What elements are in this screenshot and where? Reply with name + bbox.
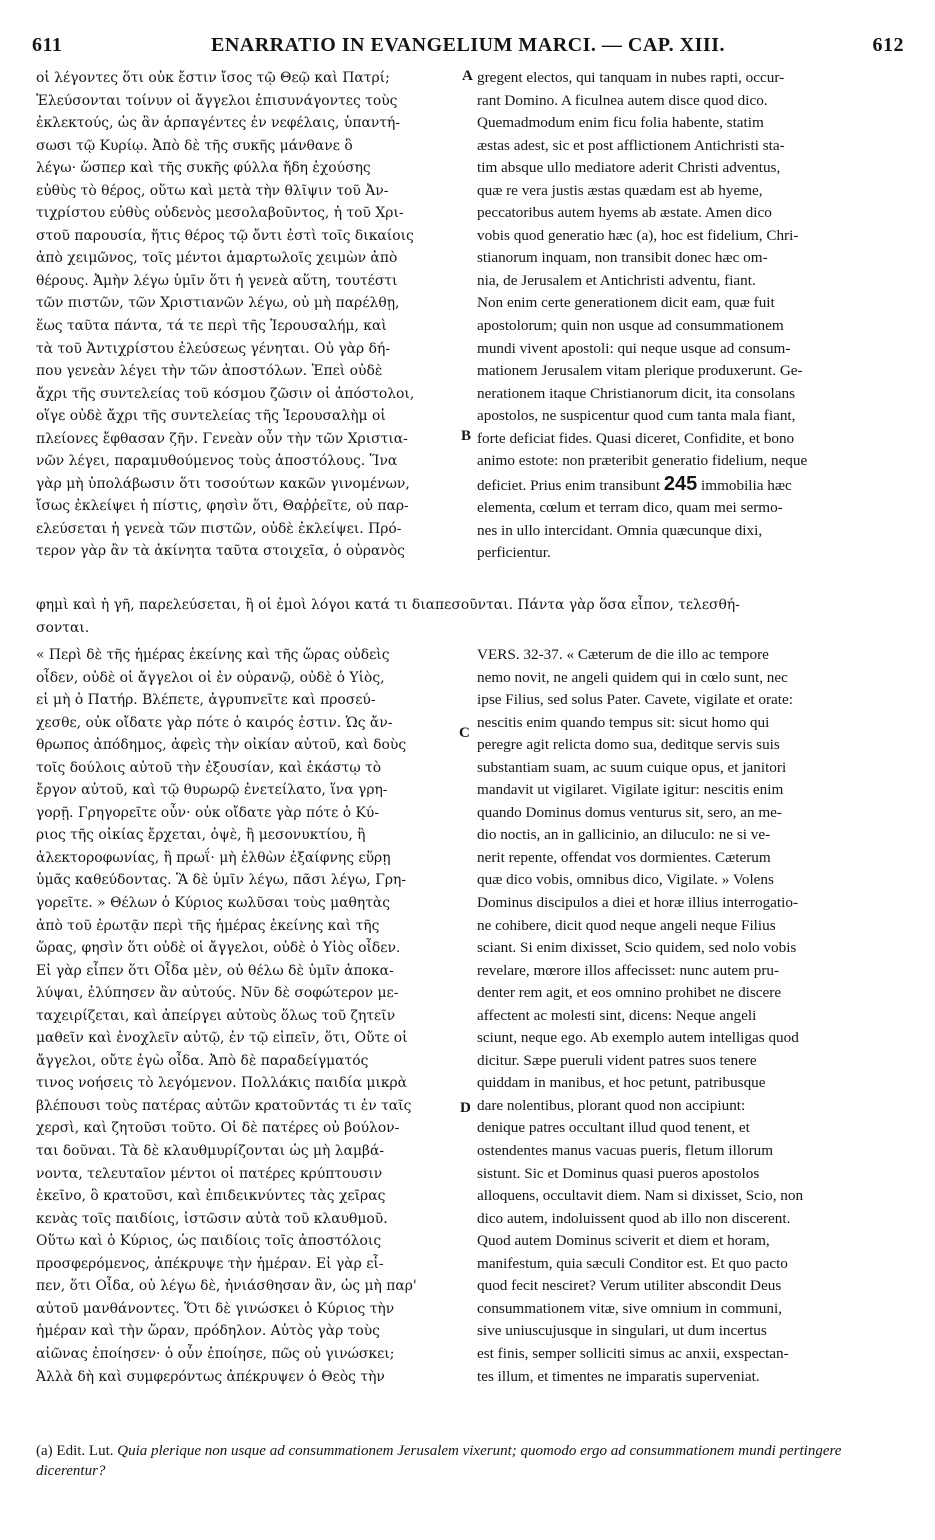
- greek-line: λέγω· ὥσπερ καὶ τῆς συκῆς φύλλα ἤδη ἐχούσης: [36, 160, 371, 177]
- greek-line: μαθεῖν καὶ ἐνοχλεῖν αὐτῷ, ἐν τῷ εἰπεῖν, ὅτι, Οὔτε οἱ: [36, 1030, 408, 1047]
- latin-line-part: deficiet. Prius enim transibunt: [477, 476, 661, 494]
- latin-line: quando Dominus domus venturus sit, sero, an me-: [477, 803, 782, 821]
- page-number-right: 612: [872, 34, 904, 56]
- footnote: [36, 1441, 899, 1481]
- greek-line: θέρους. Ἀμὴν λέγω ὑμῖν ὅτι ἡ γενεὰ αὕτη, τουτέστι: [36, 272, 398, 289]
- greek-line: γορεῖτε. » Θέλων ὁ Κύριος κωλῦσαι τοὺς μαθητὰς: [36, 895, 391, 912]
- greek-line: αἰῶνας ἐποίησεν· ὁ οὖν ἐποίησε, πῶς οὐ γινώσκει;: [36, 1345, 395, 1362]
- greek-line: ἀλεκτοροφωνίας, ἢ πρωΐ· μὴ ἐλθὼν ἐξαίφνης εὕρῃ: [36, 849, 391, 866]
- latin-line: peregre agit relicta domo sua, deditque servis suis: [477, 736, 780, 754]
- greek-line: Ἐλεύσονται τοίνυν οἱ ἄγγελοι ἐπισυνάγοντες τοὺς: [36, 92, 398, 109]
- greek-line: τινος νοήσεις τὸ λεγόμενον. Πολλάκις παιδία μικρὰ: [36, 1075, 408, 1092]
- latin-line: Quod autem Dominus sciverit et diem et horam,: [477, 1232, 770, 1250]
- greek-line: λύψαι, ἐλύπησεν ἂν αὐτούς. Νῦν δὲ σοφώτερον με-: [36, 985, 399, 1002]
- latin-line: mandavit ut vigilaret. Vigilate igitur: nescitis enim: [477, 781, 784, 799]
- greek-line: θρωπος ἀπόδημος, ἀφεὶς τὴν οἰκίαν αὐτοῦ, καὶ δοὺς: [36, 737, 407, 754]
- latin-line: sistunt. Sic et Dominus quasi pueros apostolos: [477, 1164, 760, 1182]
- greek-column-bottom: [36, 644, 468, 1388]
- latin-line: nes in ullo intercidant. Omnia quæcunque dixi,: [477, 521, 763, 539]
- greek-line: Οὕτω καὶ ὁ Κύριος, ὡς παιδίοις τοῖς ἀποστόλοις: [36, 1233, 382, 1250]
- greek-line: τῶν πιστῶν, τῶν Χριστιανῶν λέγω, οὐ μὴ παρέλθῃ,: [36, 295, 400, 312]
- latin-line: [477, 473, 898, 498]
- greek-line: ελεύσεται ἡ γενεὰ τῶν πιστῶν, οὐδὲ ἐκλείψει. Πρό-: [36, 520, 402, 537]
- latin-line: est finis, semper solliciti simus ac anxii, exspectan-: [477, 1344, 789, 1362]
- latin-line: affectent ac molesti sint, dicens: Neque angeli: [477, 1006, 757, 1024]
- greek-line: κενὰς τοῖς παιδίοις, ἱστῶσιν αὐτὰ τοῦ κλαυθμοῦ.: [36, 1210, 388, 1227]
- greek-spanning-line: [36, 594, 899, 640]
- greek-line: « Περὶ δὲ τῆς ἡμέρας ἐκείνης καὶ τῆς ὥρας οὐδεὶς: [36, 647, 390, 663]
- greek-line: οἱ λέγοντες ὅτι οὐκ ἔστιν ἴσος τῷ Θεῷ καὶ Πατρί;: [36, 70, 390, 86]
- latin-line: sciant. Si enim dixisset, Scio quidem, sed nolo vobis: [477, 939, 797, 957]
- greek-line: ἄχρι τῆς συντελείας τοῦ κόσμου ζῶσιν οἱ ἀπόστολοι,: [36, 385, 415, 402]
- greek-line: χεσθε, οὐκ οἴδατε γὰρ πότε ὁ καιρός ἐστιν. Ὡς ἄν-: [36, 714, 393, 731]
- greek-line: τερον γὰρ ἂν τὰ ἀκίνητα ταῦτα στοιχεῖα, ὁ οὐρανὸς: [36, 543, 405, 560]
- latin-line: rant Domino. A ficulnea autem disce quod dico.: [477, 91, 768, 109]
- latin-line: nescitis enim quando tempus sit: sicut homo qui: [477, 713, 770, 731]
- running-title: ENARRATIO IN EVANGELIUM MARCI. — CAP. XIII.: [211, 34, 725, 56]
- latin-line: nia, de Jerusalem et Antichristi adventu, fiant.: [477, 271, 756, 289]
- greek-line: τὰ τοῦ Ἀντιχρίστου ἐλεύσεως γένηται. Οὐ γὰρ δή-: [36, 340, 391, 357]
- latin-line: Non enim certe generationem dicit eam, quæ fuit: [477, 294, 775, 312]
- latin-line: peccatoribus autem hyems ab æstate. Amen dico: [477, 204, 772, 222]
- latin-line: ostendentes manus vacuas pueris, fletum illorum: [477, 1142, 774, 1160]
- greek-line: εἰ μὴ ὁ Πατήρ. Βλέπετε, ἀγρυπνεῖτε καὶ προσεύ-: [36, 692, 376, 709]
- greek-line: γορῇ. Γρηγορεῖτε οὖν· οὐκ οἴδατε γὰρ πότε ὁ Κύ-: [36, 804, 380, 821]
- latin-line: ipse Filius, sed solus Pater. Cavete, vigilate et orate:: [477, 691, 793, 709]
- greek-line: στοῦ παρουσία, ἥτις θέρος τῷ ὄντι ἐστὶ τοῖς δικαίοις: [36, 227, 414, 244]
- greek-line: τιχρίστου εὐθὺς οὐδενὸς μεσολαβοῦντος, ἡ τοῦ Χρι-: [36, 205, 404, 222]
- latin-line: sciunt, neque ego. Ab exemplo autem intelligas quod: [477, 1029, 799, 1047]
- section-marker-b: B: [461, 428, 472, 444]
- latin-line: elementa, cœlum et terram dico, quam mei sermo-: [477, 499, 783, 517]
- footnote-mark: (a): [36, 1443, 53, 1459]
- latin-line: quiddam in manibus, et hoc petunt, patribusque: [477, 1074, 766, 1092]
- latin-line: manifestum, quia sæculi Conditor est. Et quo pacto: [477, 1254, 788, 1272]
- latin-line: sive uniuscujusque in singulari, ut dum incertus: [477, 1322, 767, 1340]
- greek-line: ἕως ταῦτα πάντα, τά τε περὶ τῆς Ἱερουσαλήμ, καὶ: [36, 318, 387, 335]
- greek-line: ὑμᾶς καθεύδοντας. Ἃ δὲ ὑμῖν λέγω, πᾶσι λέγω, Γρη-: [36, 872, 407, 889]
- latin-line: dicitur. Sæpe pueruli vident patres suos tenere: [477, 1051, 757, 1069]
- greek-line: εὐθὺς τὸ θέρος, οὕτω καὶ μετὰ τὴν θλῖψιν τοῦ Ἀν-: [36, 182, 389, 199]
- greek-line: ὥρας, φησὶν ὅτι οὐδὲ οἱ ἄγγελοι, οὐδὲ ὁ Υἱὸς οἶδεν.: [36, 940, 401, 957]
- latin-line: tim absque ullo mediatore aderit Christi adventus,: [477, 159, 781, 177]
- greek-line: φημὶ καὶ ἡ γῆ, παρελεύσεται, ἢ οἱ ἐμοὶ λόγοι κατά τι διαπεσοῦνται. Πάντα γὰρ ὅσα εἶπον, τελεσθή-: [36, 597, 740, 613]
- latin-line: animo estote: non præteribit generatio fidelium, neque: [477, 452, 808, 470]
- greek-line: που γενεὰν λέγει τὴν τῶν ἀποστόλων. Ἐπεὶ οὐδὲ: [36, 363, 383, 380]
- greek-line: ἴσως ἐκλείψει ἡ πίστις, φησὶν ὅτι, Θαῤῥεῖτε, οὐ παρ-: [36, 498, 409, 515]
- greek-line: σωσι τῷ Κυρίῳ. Ἀπὸ δὲ τῆς συκῆς μάνθανε ὃ: [36, 137, 353, 154]
- latin-line: tes illum, et timentes ne imparatis superveniat.: [477, 1367, 760, 1385]
- section-marker-c: C: [459, 725, 470, 741]
- greek-line: ἀπὸ τοῦ ἐρωτᾷν περὶ τῆς ἡμέρας ἐκείνης καὶ τῆς: [36, 917, 380, 934]
- latin-line: æstas adest, sic et post afflictionem Antichristi sta-: [477, 136, 785, 154]
- latin-line: vobis quod generatio hæc (a), hoc est fidelium, Chri-: [477, 226, 799, 244]
- greek-line: νοντα, τελευταῖον μέντοι οἱ πατέρες κρύπτουσιν: [36, 1165, 383, 1182]
- column-number: 245: [663, 472, 698, 495]
- latin-line: ne cohibere, dicit quod neque angeli neque Filius: [477, 916, 776, 934]
- greek-line: ριος τῆς οἰκίας ἔρχεται, ὀψὲ, ἢ μεσονυκτίου, ἢ: [36, 827, 366, 844]
- latin-column-top: [477, 67, 898, 565]
- latin-column-bottom: [477, 644, 898, 1388]
- greek-line: ταχειρίζεται, καὶ ἀπείργει αὐτοὺς ὅλως τοῦ ζητεῖν: [36, 1007, 396, 1024]
- section-marker-d: D: [460, 1100, 471, 1116]
- greek-line: γὰρ μὴ ὑπολάβωσιν ὅτι τοσούτων κακῶν γινομένων,: [36, 475, 410, 492]
- latin-line: apostolos, ne suspicentur quod cum tanta mala fiant,: [477, 407, 796, 425]
- latin-line-part: immobilia hæc: [701, 476, 792, 494]
- greek-line: ἐκεῖνο, ὃ κρατοῦσι, καὶ ἐπιδεικνύντες τὰς χεῖρας: [36, 1188, 386, 1205]
- greek-line: χερσὶ, καὶ ζητοῦσι τοῦτο. Οἱ δὲ πατέρες οὐ βούλον-: [36, 1120, 400, 1137]
- latin-line: dio noctis, an in gallicinio, an diluculo: ne si ve-: [477, 826, 771, 844]
- latin-line: consummationem vitæ, sive omnium in communi,: [477, 1299, 782, 1317]
- latin-line: nemo novit, ne angeli quidem qui in cœlo sunt, nec: [477, 668, 788, 686]
- latin-line: dare nolentibus, plorant quod non accipiunt:: [477, 1096, 746, 1114]
- greek-line: οἶδεν, οὐδὲ οἱ ἄγγελοι οἱ ἐν οὐρανῷ, οὐδὲ ὁ Υἱὸς,: [36, 669, 385, 686]
- latin-line: quæ dico vobis, omnibus dico, Vigilate. » Volens: [477, 871, 774, 889]
- greek-line: τοῖς δούλοις αὐτοῦ τὴν ἐξουσίαν, καὶ ἑκάστῳ τὸ: [36, 759, 382, 776]
- greek-line: σονται.: [36, 619, 90, 636]
- footnote-text: Quia plerique non usque ad consummationem Jerusalem vixerunt; quomodo ergo ad consummationem mundi pertingere dicerentur?: [36, 1443, 842, 1479]
- greek-line: προσφερόμενος, ἀπέκρυψε τὴν ἡμέραν. Εἰ γὰρ εἶ-: [36, 1255, 384, 1272]
- greek-line: αὐτοῦ μανθάνοντες. Ὅτι δὲ γινώσκει ὁ Κύριος τὴν: [36, 1300, 395, 1317]
- greek-line: πλείονες ἔφθασαν ζῆν. Γενεὰν οὖν τὴν τῶν Χριστια-: [36, 430, 408, 447]
- greek-line: Εἰ γὰρ εἶπεν ὅτι Οἶδα μὲν, οὐ θέλω δὲ ὑμῖν ἀποκα-: [36, 962, 394, 979]
- greek-line: ἡμέραν καὶ τὴν ὥραν, πρόδηλον. Αὐτὸς γὰρ τοὺς: [36, 1323, 380, 1340]
- greek-line: ἐκλεκτούς, ὡς ἂν ἁρπαγέντες ἐν νεφέλαις, ὑπαντή-: [36, 115, 400, 132]
- latin-line: denique patres occultant illud quod tenent, et: [477, 1119, 750, 1137]
- greek-line: ται δοῦναι. Τὰ δὲ κλαυθμυρίζονται ὡς μὴ λαμβά-: [36, 1143, 385, 1160]
- greek-column-top: [36, 67, 468, 563]
- latin-line: Quemadmodum enim ficu folia habente, statim: [477, 114, 764, 132]
- greek-line: ἔργον αὐτοῦ, καὶ τῷ θυρωρῷ ἐνετείλατο, ἵνα γρη-: [36, 782, 388, 799]
- latin-line: revelare, mœrore illos affecisset: nunc autem pru-: [477, 961, 780, 979]
- latin-line: quod fecit nesciret? Verum utiliter abscondit Deus: [477, 1277, 782, 1295]
- latin-line: mundi vivent apostoli: qui neque usque ad consum-: [477, 339, 791, 357]
- greek-line: ἄγγελοι, οὔτε ἐγὼ οἶδα. Ἀπὸ δὲ παραδείγματός: [36, 1052, 369, 1069]
- latin-line: VERS. 32-37. « Cæterum de die illo ac tempore: [477, 646, 769, 663]
- section-marker-a: A: [462, 68, 473, 84]
- footnote-edition: Edit. Lut.: [56, 1443, 114, 1459]
- latin-line: nerationem itaque Christianorum dicit, ita consolans: [477, 384, 796, 402]
- latin-line: quæ re vera justis æstas quædam est ab hyeme,: [477, 181, 763, 199]
- page-number-left: 611: [32, 34, 63, 56]
- latin-line: substantiam suam, ac suum cuique opus, et janitori: [477, 758, 787, 776]
- latin-line: dico autem, indoluissent quod ab illo non discerent.: [477, 1209, 791, 1227]
- running-header: [32, 34, 904, 60]
- latin-line: apostolorum; quin non usque ad consummationem: [477, 317, 784, 335]
- greek-line: ἀπὸ χειμῶνος, τοῖς μέντοι ἁμαρτωλοῖς χειμὼν ἀπὸ: [36, 250, 398, 267]
- latin-line: mationem Jerusalem vitam plerique produxerunt. Ge-: [477, 362, 803, 380]
- greek-line: Ἀλλὰ δὴ καὶ συμφερόντως ἀπέκρυψεν ὁ Θεὸς τὴν: [36, 1368, 385, 1385]
- latin-line: nerit repente, offendat vos dormientes. Cæterum: [477, 848, 771, 866]
- latin-line: alloquens, occultavit diem. Nam si dixisset, Scio, non: [477, 1187, 804, 1205]
- latin-line: denter rem agit, et eos omnino prohibet ne discere: [477, 984, 782, 1002]
- greek-line: οἵγε οὐδὲ ἄχρι τῆς συντελείας τῆς Ἱερουσαλὴμ οἱ: [36, 408, 386, 425]
- latin-line: Dominus discipulos a diei et horæ illius interrogatio-: [477, 894, 799, 912]
- latin-line: perficientur.: [477, 544, 551, 562]
- latin-line: stianorum inquam, non transibit donec hæc om-: [477, 249, 768, 267]
- latin-line: gregent electos, qui tanquam in nubes rapti, occur-: [477, 69, 785, 86]
- greek-line: νῶν λέγει, παραμυθούμενος τοὺς ἀποστόλους. Ἵνα: [36, 453, 398, 470]
- greek-line: πεν, ὅτι Οἶδα, οὐ λέγω δὲ, ἠνιάσθησαν ἂν, ὡς μὴ παρ': [36, 1278, 417, 1295]
- greek-line: βλέπουσι τοὺς πατέρας αὐτῶν κρατοῦντάς τι ἐν ταῖς: [36, 1097, 412, 1114]
- latin-line: forte deficiat fides. Quasi diceret, Confidite, et bono: [477, 429, 795, 447]
